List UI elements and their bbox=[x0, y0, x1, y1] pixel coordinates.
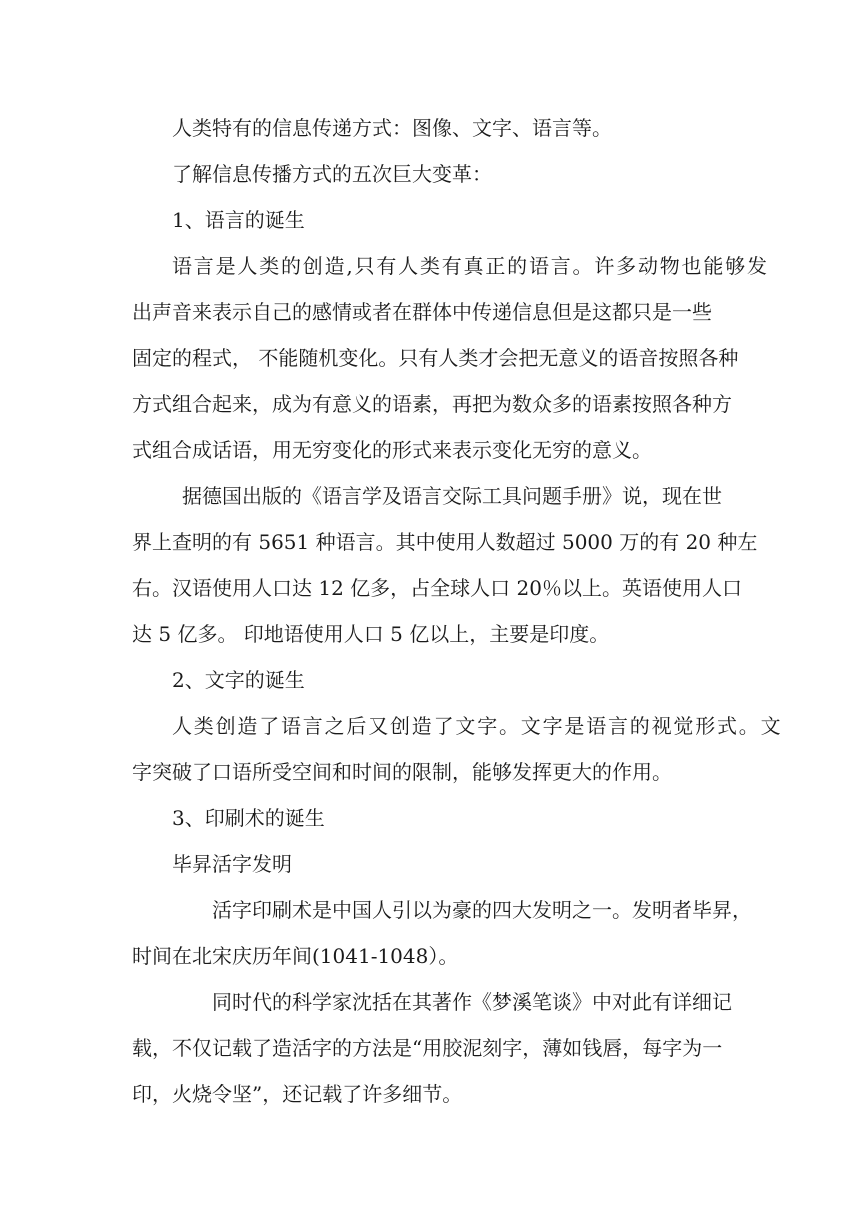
paragraph-line-11: 右。汉语使用人口达 12 亿多，占全球人口 20％以上。英语使用人口 bbox=[132, 576, 742, 600]
section-heading-writing: 2、文字的诞生 bbox=[172, 668, 305, 692]
paragraph-line-18: 活字印刷术是中国人引以为豪的四大发明之一。发明者毕昇， bbox=[212, 898, 752, 922]
paragraph-line-22: 印，火烧令坚”，还记载了许多细节。 bbox=[132, 1082, 463, 1106]
paragraph-line-4: 语言是人类的创造,只有人类有真正的语言。许多动物也能够发 bbox=[172, 254, 769, 278]
paragraph-line-19: 时间在北宋庆历年间(1041-1048）。 bbox=[132, 944, 459, 968]
paragraph-line-5: 出声音来表示自己的感情或者在群体中传递信息但是这都只是一些 bbox=[132, 300, 712, 324]
paragraph-line-12: 达 5 亿多。 印地语使用人口 5 亿以上，主要是印度。 bbox=[132, 622, 610, 646]
section-heading-printing: 3、印刷术的诞生 bbox=[172, 806, 325, 830]
paragraph-line-6: 固定的程式， 不能随机变化。只有人类才会把无意义的语音按照各种 bbox=[132, 346, 739, 370]
paragraph-line-1: 人类特有的信息传递方式：图像、文字、语言等。 bbox=[172, 116, 612, 140]
paragraph-line-20: 同时代的科学家沈括在其著作《梦溪笔谈》中对此有详细记 bbox=[212, 990, 732, 1014]
paragraph-line-14: 人类创造了语言之后又创造了文字。文字是语言的视觉形式。文 bbox=[172, 714, 783, 738]
section-heading-language: 1、语言的诞生 bbox=[172, 208, 305, 232]
paragraph-line-8: 式组合成话语，用无穷变化的形式来表示变化无穷的意义。 bbox=[132, 438, 652, 462]
paragraph-line-9: 据德国出版的《语言学及语言交际工具问题手册》说，现在世 bbox=[182, 484, 722, 508]
paragraph-line-7: 方式组合起来，成为有意义的语素，再把为数众多的语素按照各种方 bbox=[132, 392, 732, 416]
paragraph-line-2: 了解信息传播方式的五次巨大变革： bbox=[172, 162, 492, 186]
paragraph-line-15: 字突破了口语所受空间和时间的限制，能够发挥更大的作用。 bbox=[132, 760, 672, 784]
subheading-bisheng: 毕昇活字发明 bbox=[172, 852, 292, 876]
paragraph-line-21: 载，不仅记载了造活字的方法是“用胶泥刻字，薄如钱唇，每字为一 bbox=[132, 1036, 723, 1060]
paragraph-line-10: 界上查明的有 5651 种语言。其中使用人数超过 5000 万的有 20 种左 bbox=[132, 530, 758, 554]
